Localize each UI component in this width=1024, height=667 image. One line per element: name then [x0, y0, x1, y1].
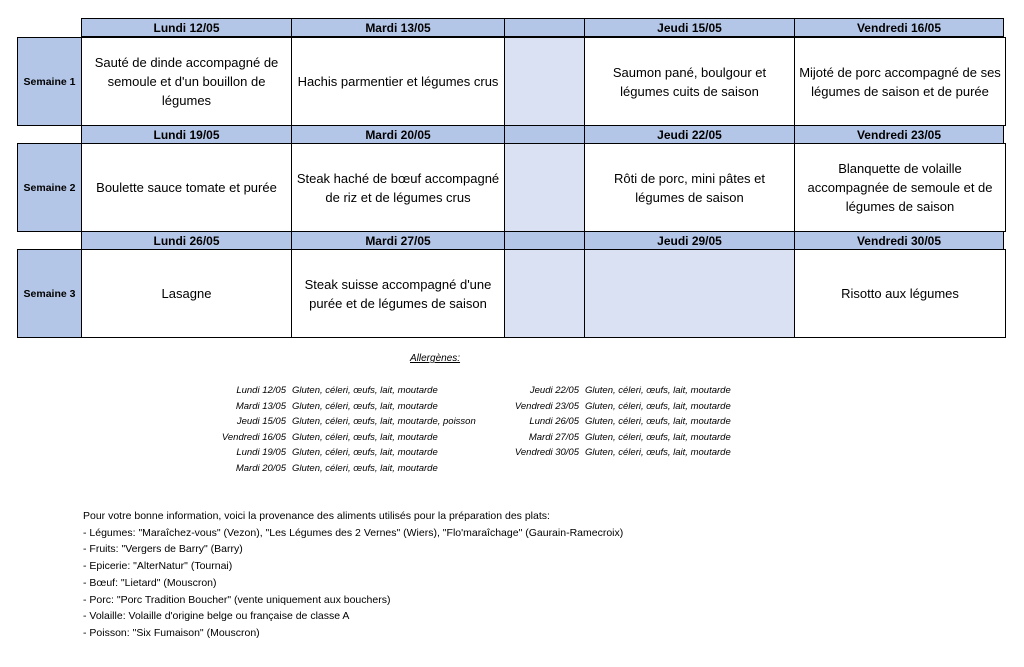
allergen-list: Gluten, céleri, œufs, lait, moutarde	[292, 431, 438, 443]
day-header	[504, 125, 584, 144]
allergen-line	[215, 383, 476, 399]
allergen-day: Mardi 27/05	[528, 431, 579, 443]
allergen-line	[215, 430, 476, 446]
allergens-left-column	[215, 383, 476, 476]
allergen-list: Gluten, céleri, œufs, lait, moutarde	[585, 431, 731, 443]
meal-cell: Steak suisse accompagné d'une purée et de légumes de saison	[292, 250, 505, 337]
allergen-list: Gluten, céleri, œufs, lait, moutarde	[292, 400, 438, 412]
day-header: Mardi 27/05	[291, 231, 504, 250]
allergen-list: Gluten, céleri, œufs, lait, moutarde	[585, 416, 731, 427]
day-header: Lundi 26/05	[81, 231, 291, 250]
provenance-line: - Bœuf: "Lietard" (Mouscron)	[83, 576, 217, 589]
provenance-line: - Porc: "Porc Tradition Boucher" (vente uniquement aux bouchers)	[83, 593, 391, 606]
day-header: Mardi 20/05	[291, 125, 504, 144]
week-row	[17, 37, 1006, 126]
meal-cell: Boulette sauce tomate et purée	[82, 144, 292, 231]
allergen-list: Gluten, céleri, œufs, lait, moutarde	[585, 400, 731, 412]
allergen-line	[500, 414, 731, 430]
day-header	[504, 231, 584, 250]
allergen-list: Gluten, céleri, œufs, lait, moutarde	[292, 462, 438, 474]
meal-cell: Blanquette de volaille accompagnée de semoule et de légumes de saison	[807, 161, 993, 214]
week-header-row	[81, 18, 1004, 37]
provenance-list	[83, 525, 623, 642]
meal-cell: Rôti de porc, mini pâtes et légumes de saison	[585, 144, 795, 231]
empty-cell	[505, 250, 585, 337]
provenance-line: - Fruits: "Vergers de Barry" (Barry)	[83, 543, 243, 556]
allergen-list: Gluten, céleri, œufs, lait, moutarde	[585, 385, 731, 396]
provenance-line: - Poisson: "Six Fumaison" (Mouscron)	[83, 626, 260, 639]
meal-cell: Lasagne	[82, 250, 292, 337]
allergen-list: Gluten, céleri, œufs, lait, moutarde	[292, 447, 438, 458]
allergen-line	[500, 383, 731, 399]
allergen-day: Mardi 20/05	[235, 462, 286, 474]
meal-cell: Saumon pané, boulgour et légumes cuits de saison	[585, 38, 795, 125]
day-header: Vendredi 30/05	[794, 231, 1004, 250]
day-header: Mardi 13/05	[291, 18, 504, 37]
allergen-list: Gluten, céleri, œufs, lait, moutarde	[292, 385, 438, 396]
allergen-day: Jeudi 15/05	[236, 416, 286, 427]
meal-cell: Mijoté de porc accompagné de ses légumes de saison et de purée	[799, 64, 1001, 99]
week-label: Semaine 1	[18, 38, 82, 125]
allergen-day: Lundi 12/05	[236, 385, 286, 396]
allergen-day: Mardi 13/05	[235, 400, 286, 412]
week-header-row	[81, 231, 1004, 250]
week-label: Semaine 3	[18, 250, 82, 337]
allergen-line	[215, 399, 476, 415]
meal-cell: Sauté de dinde accompagné de semoule et d'un bouillon de légumes	[82, 38, 292, 125]
provenance-intro: Pour votre bonne information, voici la provenance des aliments utilisés pour la préparation des plats:	[83, 510, 550, 522]
allergen-list: Gluten, céleri, œufs, lait, moutarde	[585, 447, 731, 458]
meal-cell: Steak haché de bœuf accompagné de riz et de légumes crus	[292, 144, 505, 231]
allergen-day: Vendredi 30/05	[514, 447, 579, 458]
week-row	[17, 143, 1006, 232]
allergen-line	[215, 445, 476, 461]
allergen-line	[500, 445, 731, 461]
day-header: Vendredi 23/05	[794, 125, 1004, 144]
day-header: Vendredi 16/05	[794, 18, 1004, 37]
empty-cell	[505, 38, 585, 125]
week-header-row	[81, 125, 1004, 144]
allergen-day: Vendredi 23/05	[514, 400, 579, 412]
week-label: Semaine 2	[18, 144, 82, 231]
allergen-line	[500, 399, 731, 415]
allergen-day: Jeudi 22/05	[529, 385, 579, 396]
provenance-info	[83, 508, 623, 642]
provenance-line: - Volaille: Volaille d'origine belge ou française de classe A	[83, 610, 350, 623]
allergen-day: Lundi 19/05	[236, 447, 286, 458]
provenance-line: - Légumes: "Maraîchez-vous" (Vezon), "Les Légumes des 2 Vernes" (Wiers), "Flo'maraîchage" (Gaurain-Ramecroix)	[83, 526, 624, 539]
allergen-list: Gluten, céleri, œufs, lait, moutarde, poisson	[292, 416, 476, 427]
allergen-line	[500, 430, 731, 446]
provenance-line: - Epicerie: "AlterNatur" (Tournai)	[83, 560, 233, 573]
allergens-title: Allergènes:	[410, 353, 461, 364]
allergen-line	[215, 414, 476, 430]
allergens-right-column	[500, 383, 731, 461]
day-header: Jeudi 29/05	[584, 231, 794, 250]
allergen-day: Lundi 26/05	[529, 416, 579, 427]
day-header: Jeudi 15/05	[584, 18, 794, 37]
empty-cell	[585, 250, 795, 337]
day-header: Lundi 19/05	[81, 125, 291, 144]
week-row	[17, 249, 1006, 338]
allergen-day: Vendredi 16/05	[221, 431, 286, 443]
day-header: Jeudi 22/05	[584, 125, 794, 144]
meal-cell: Hachis parmentier et légumes crus	[292, 38, 505, 125]
meal-cell: Risotto aux légumes	[841, 286, 959, 301]
day-header	[504, 18, 584, 37]
allergen-line	[215, 461, 476, 477]
day-header: Lundi 12/05	[81, 18, 291, 37]
empty-cell	[505, 144, 585, 231]
